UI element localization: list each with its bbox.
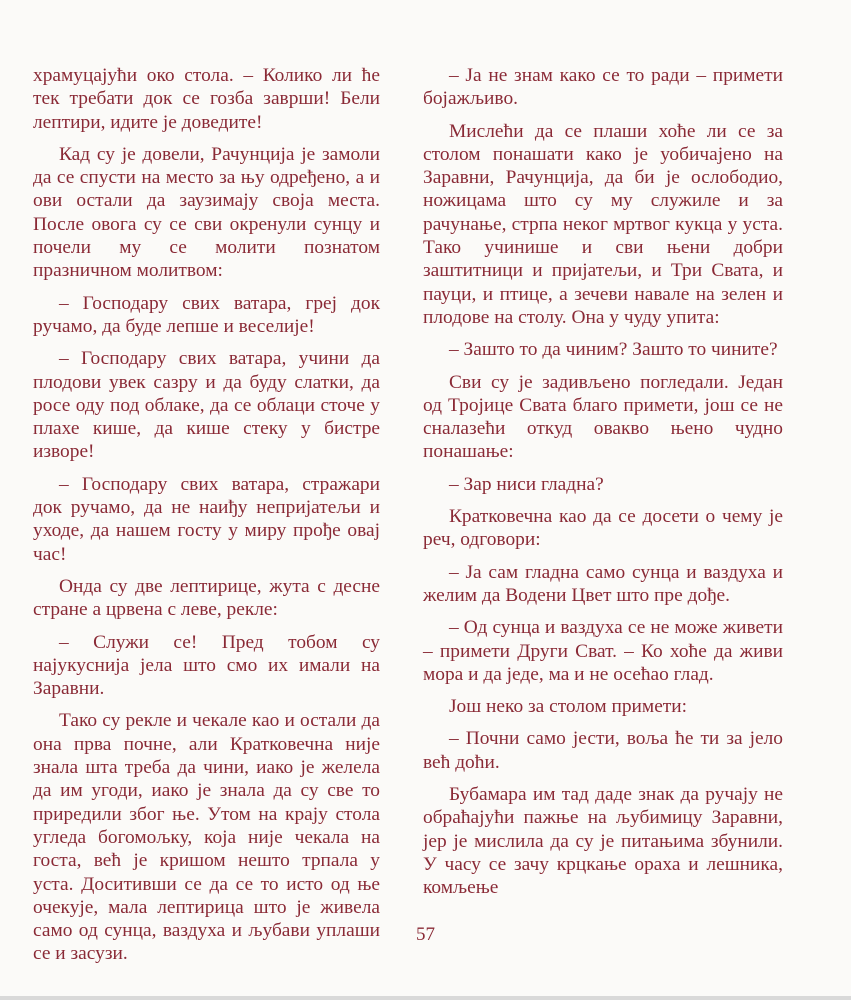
paragraph: – Ја сам гладна само сунца и ваздуха и желим да Водени Цвет што пре дође.	[423, 561, 783, 606]
paragraph: Још неко за столом примети:	[449, 696, 688, 718]
paragraph: – Господару свих ватара, греј док ручамо, да буде лепше и веселије!	[33, 292, 380, 337]
page-edge-divider	[0, 996, 851, 1000]
right-text-column	[423, 64, 783, 909]
paragraph: – Од сунца и ваздуха се не може живети – примети Други Сват. – Ко хоће да живи мора и да једе, ма и не осећао глад.	[423, 617, 783, 685]
page-number: 57	[416, 924, 435, 945]
left-text-column	[33, 64, 380, 975]
paragraph: Онда су две лептирице, жута с десне стране а црвена с леве, рекле:	[33, 575, 380, 621]
paragraph: – Господару свих ватара, стражари док ручамо, да не наиђу непријатељи и уходе, да нашем госту у миру прође овај час!	[33, 473, 380, 565]
paragraph: – Ја не знам како се то ради – примети бојажљиво.	[423, 65, 783, 110]
paragraph: храмуцајући око стола. – Колико ли ће тек требати док се гозба заврши! Бели лептири, идите је доведите!	[33, 65, 380, 133]
paragraph: Мислећи да се плаши хоће ли се за столом понашати како је уобичајено на Заравни, Рачунција, да би је ослободио, ножицама што су му служиле и за рачунање, стрпа неког мртвог кукца у уста. Тако учинише и сви њени добри заштитници и пријатељи, и Три Свата, и пауци, и птице, а зечеви навале на зелен и плодове на столу. Она у чуду упита:	[423, 120, 783, 328]
paragraph: Кратковечна као да се досети о чему је реч, одговори:	[423, 506, 783, 551]
paragraph: Сви су је задивљено погледали. Један од Тројице Свата благо примети, још се не сналазећи откуд овакво њено чудно понашање:	[423, 371, 783, 463]
paragraph: Бубамара им тад даде знак да ручају не обраћајући пажње на љубимицу Заравни, јер је мислила да су је питањима збунили. У часу се зачу крцкање ораха и лешника, комљење	[423, 784, 783, 899]
paragraph: – Зашто то да чиним? Зашто то чините?	[449, 339, 778, 361]
paragraph: Кад су је довели, Рачунција је замоли да се спусти на место за њу одређено, а и ови остали да заузимају своја места. После овога су се сви окренули сунцу и почели му се молити познатом празничном молитвом:	[33, 143, 380, 282]
paragraph: Тако су рекле и чекале као и остали да она прва почне, али Кратковечна није знала шта треба да чини, иако је желела да им угоди, иако је знала да су све то приредили због ње. Утом на крају стола угледа богомољку, која није чекала на госта, већ је кришом нешто трпала у уста. Доситивши се да се то исто од ње очекује, мала лептирица што је живела само од сунца, ваздуха и љубави уплаши се и засузи.	[33, 710, 380, 965]
paragraph: – Почни само јести, воља ће ти за јело већ доћи.	[423, 728, 783, 773]
paragraph: – Зар ниси гладна?	[449, 473, 604, 495]
paragraph: – Служи се! Пред тобом су најукуснија јела што смо их имали на Заравни.	[33, 631, 380, 700]
paragraph: – Господару свих ватара, учини да плодови увек сазру и да буду слатки, да росе оду под облаке, да се облаци сточе у плахе кише, да кише стеку у бистре изворе!	[33, 348, 380, 463]
